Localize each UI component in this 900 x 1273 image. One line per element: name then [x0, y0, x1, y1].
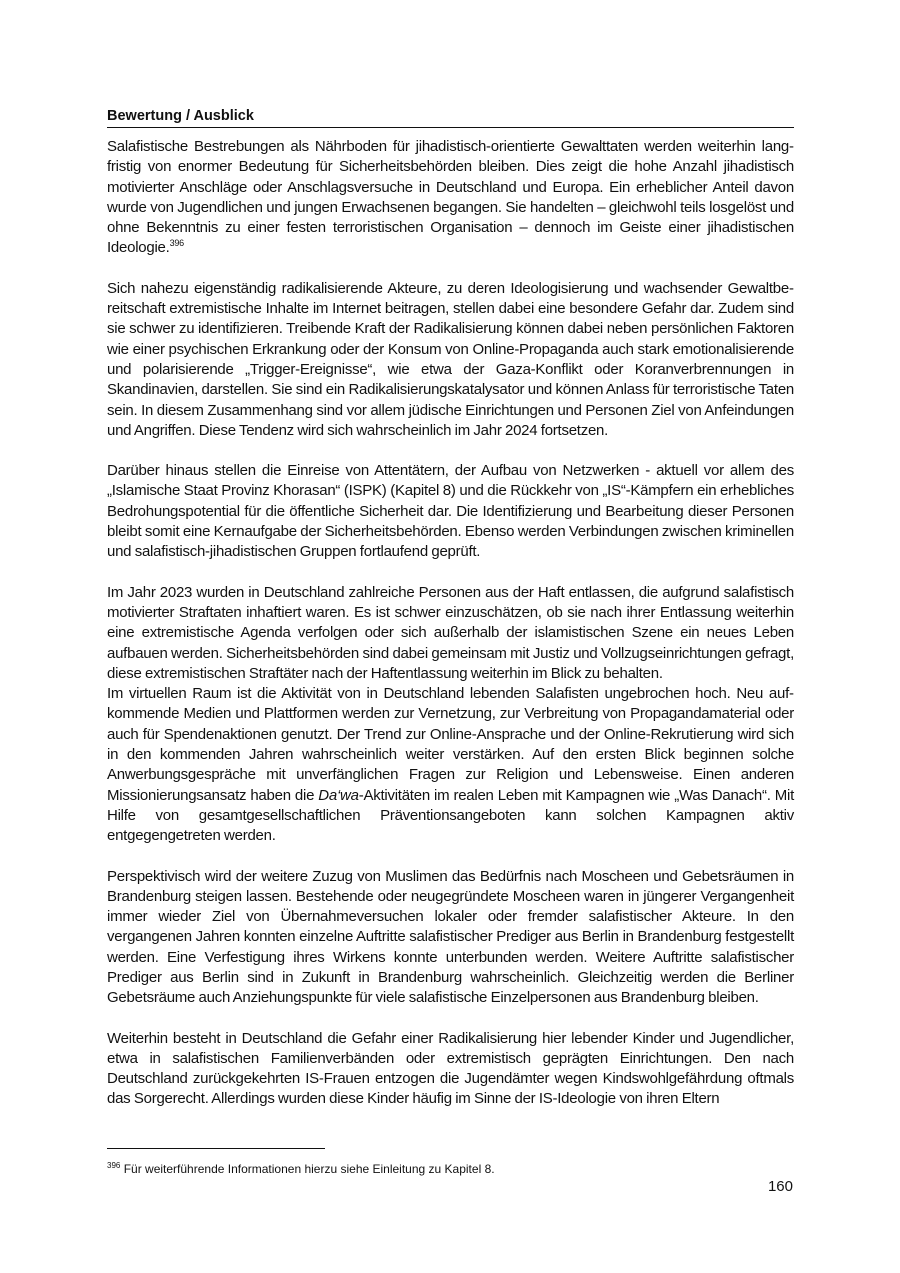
- paragraph-text: Im virtuellen Raum ist die Aktivität von in Deutschland lebenden Salafisten ungebrochen hoch. Neu aufkommende Medien und Plattformen werden zur Vernetzung, zur Verbreitung von Propagandamaterial oder auch für Spendenaktionen genutzt. Der Trend zur Online-Ansprache und der Online-Rekrutierung wird sich in den kommenden Jahren wahrscheinlich weiter verstärken. Auf den ersten Blick beginnen solche Anwerbungsgespräche mit unverfänglichen Fragen zur Religion und Lebensweise. Einen anderen Missionierungsansatz haben die: [107, 685, 794, 804]
- paragraph: [107, 583, 794, 684]
- paragraph: [107, 867, 794, 1009]
- footnote: [107, 1158, 794, 1177]
- paragraph-text: Perspektivisch wird der weitere Zuzug von Muslimen das Bedürfnis nach Moscheen und Gebetsräumen in Brandenburg steigen lassen. Bestehende oder neugegründete Moscheen waren in jüngerer Vergangenheit immer wieder Ziel von Übernahmeversuchen lokaler oder fremder salafistischer Akteure. In den vergangenen Jahren konnten einzelne Auftritte salafistischer Prediger aus Berlin in Brandenburg festgestellt werden. Eine Verfestigung ihres Wirkens konnte unterbunden werden. Weitere Auftritte salafistischer Prediger aus Berlin sind in Zukunft in Brandenburg wahrscheinlich. Gleichzeitig werden die Berliner Gebetsräume auch Anziehungspunkte für viele salafistische Einzelpersonen aus Brandenburg bleiben.: [107, 867, 794, 1007]
- footnote-divider: [107, 1148, 325, 1149]
- italic-term: Da‘wa: [318, 786, 359, 804]
- footnote-text: Für weiterführende Informationen hierzu siehe Einleitung zu Kapitel 8.: [120, 1162, 495, 1176]
- footnote-marker: 396: [107, 1161, 121, 1170]
- paragraph: [107, 684, 794, 846]
- page-number: 160: [767, 1178, 793, 1195]
- paragraph: [107, 279, 794, 441]
- paragraph: [107, 137, 794, 259]
- paragraph-text: Salafistische Bestrebungen als Nährboden für jihadistisch-orientierte Gewalttaten werden weiterhin langfristig von enormer Bedeutung für Sicherheitsbehörden bleiben. Dies zeigt die hohe Anzahl jihadistisch motivierter Anschläge oder Anschlagsversuche in Deutschland und Europa. Ein erheblicher Anteil davon wurde von Jugendlichen und jungen Erwachsenen begangen. Sie handelten – gleichwohl teils losgelöst und ohne Bekenntnis zu einer festen terroristischen Organisation – dennoch im Geiste einer jihadistischen Ideologie.: [107, 138, 794, 257]
- paragraph-text: -Aktivitäten im realen Leben mit Kampagnen wie „Was Danach“. Mit Hilfe von gesamtgesellschaftlichen Präventionsangeboten kann solchen Kampagnen aktiv entgegengetreten werden.: [107, 786, 795, 845]
- footnote-reference: 396: [169, 238, 184, 249]
- paragraph-text: Darüber hinaus stellen die Einreise von Attentätern, der Aufbau von Netzwerken - aktuell vor allem des „Islamische Staat Provinz Khorasan“ (ISPK) (Kapitel 8) und die Rückkehr von „IS“-Kämpfern ein erhebliches Bedrohungspotential für die öffentliche Sicherheit dar. Die Identifizierung und Bearbeitung dieser Personen bleibt somit eine Kernaufgabe der Sicherheitsbehörden. Ebenso werden Verbindungen zwischen kriminellen und salafistisch-jihadistischen Gruppen fortlaufend geprüft.: [107, 462, 794, 561]
- body-text: [107, 137, 794, 1130]
- paragraph-text: Weiterhin besteht in Deutschland die Gefahr einer Radikalisierung hier lebender Kinder und Jugendlicher, etwa in salafistischen Familienverbänden oder extremistisch geprägten Einrichtungen. Den nach Deutschland zurückgekehrten IS-Frauen entzogen die Jugendämter wegen Kindswohlgefährdung oftmals das Sorgerecht. Allerdings wurden diese Kinder häufig im Sinne der IS-Ideologie von ihren Eltern: [107, 1029, 794, 1108]
- section-heading: Bewertung / Ausblick: [107, 108, 794, 128]
- paragraph-text: Sich nahezu eigenständig radikalisierende Akteure, zu deren Ideologisierung und wachsender Gewaltbereitschaft extremistische Inhalte im Internet beitragen, stellen dabei eine besondere Gefahr dar. Zudem sind sie schwer zu identifizieren. Treibende Kraft der Radikalisierung können dabei neben persönlichen Faktoren wie einer psychischen Erkrankung oder der Konsum von Online-Propaganda auch stark emotionalisierende und polarisierende „Trigger-Ereignisse“, wie etwa der Gaza-Konflikt oder Koranverbrennungen in Skandinavien, darstellen. Sie sind ein Radikalisierungskatalysator und können Anlass für terroristische Taten sein. In diesem Zusammenhang sind vor allem jüdische Einrichtungen und Personen Ziel von Anfeindungen und Angriffen. Diese Tendenz wird sich wahrscheinlich im Jahr 2024 fortsetzen.: [107, 279, 794, 439]
- paragraph-text: Im Jahr 2023 wurden in Deutschland zahlreiche Personen aus der Haft entlassen, die aufgrund salafistisch motivierter Straftaten inhaftiert waren. Es ist schwer einzuschätzen, ob sie nach ihrer Entlassung weiterhin eine extremistische Agenda verfolgen oder sich außerhalb der islamistischen Szene ein neues Leben aufbauen werden. Sicherheitsbehörden sind dabei gemeinsam mit Justiz und Vollzugseinrichtungen gefragt, diese extremistischen Straftäter nach der Haftentlassung weiterhin im Blick zu behalten.: [107, 583, 794, 682]
- paragraph: [107, 1029, 794, 1110]
- paragraph: [107, 461, 794, 562]
